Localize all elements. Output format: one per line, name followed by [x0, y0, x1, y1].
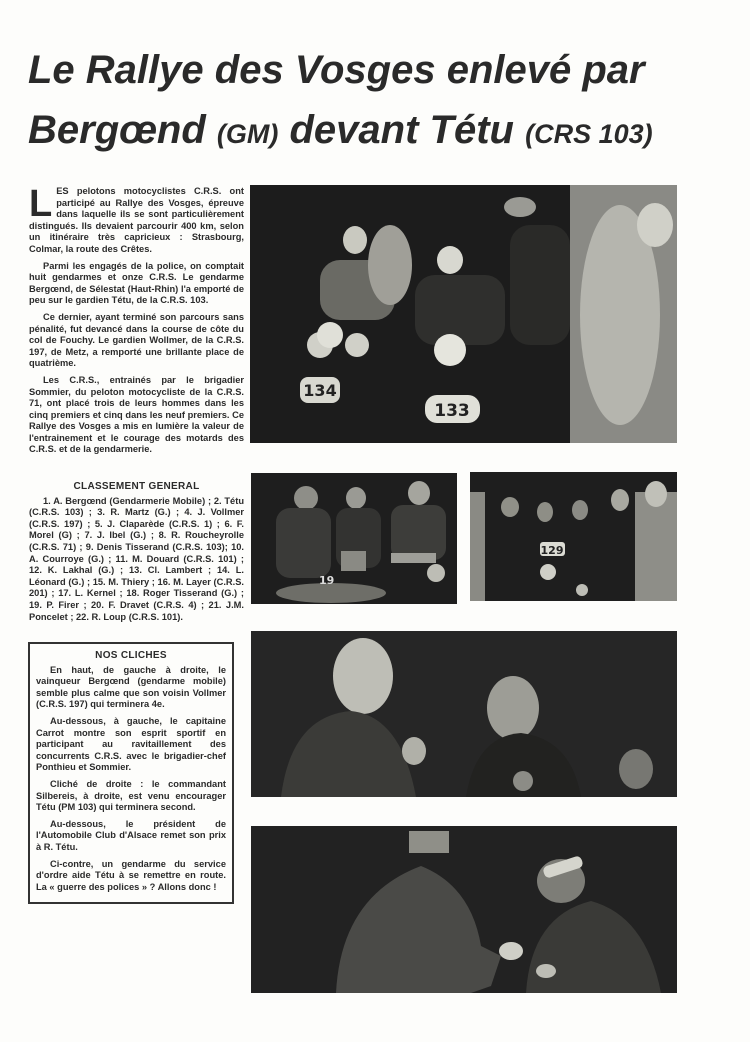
- classement-heading: CLASSEMENT GENERAL: [73, 481, 200, 492]
- headline-line-1: Le Rallye des Vosges enlevé par: [28, 48, 645, 92]
- headline-runner-up-tag: (CRS 103): [525, 119, 653, 149]
- photo-riders-start: [250, 185, 677, 443]
- article-paragraph: Ce dernier, ayant terminé son parcours sans pénalité, fut devancé dans la course de côte du col de Fouchy. Le gardien Wollmer, de la C.R.S. 197, de Metz, a remporté une brillante place de quatrième.: [29, 311, 244, 369]
- plate-number: 134: [303, 381, 337, 400]
- article-body: [29, 183, 244, 461]
- headline-winner: Bergœnd: [28, 108, 206, 152]
- plate-number: 133: [434, 401, 470, 421]
- photo-refuelling: [251, 473, 457, 604]
- drop-cap: L: [29, 183, 53, 225]
- caption-paragraph: Au-dessous, à gauche, le capitaine Carrot montre son esprit sportif en participant au ravitaillement des concurrents C.R.S. avec le brigadier-chef Ponthieu et Sommier.: [36, 715, 226, 773]
- article-paragraph-text: ES pelotons motocyclistes C.R.S. ont participé au Rallye des Vosges, épreuve dans laquelle ils se sont particulièrement distingués. Ils devaient parcourir 400 km, selon un itinéraire très capricieux : Strasbourg, Colmar, la route des Crêtes.: [29, 186, 244, 254]
- caption-paragraph: Cliché de droite : le commandant Silbereis, à droite, est venu encourager Tétu (PM 103) qui terminera second.: [36, 778, 226, 813]
- photo-gendarme-helping: [251, 826, 677, 993]
- captions-heading: NOS CLICHES: [95, 650, 167, 661]
- headline-line-2: [28, 106, 718, 158]
- plate-number: 19: [319, 574, 335, 587]
- headline-winner-tag: (GM): [216, 119, 279, 149]
- caption-paragraph: En haut, de gauche à droite, le vainqueur Bergœnd (gendarme mobile) semble plus calme que son voisin Vollmer (C.R.S. 197) qui terminera 4e.: [36, 664, 226, 710]
- photo-encouragement: [470, 472, 677, 601]
- captions-box: [28, 642, 234, 904]
- classement-section: [29, 481, 244, 628]
- article-paragraph: Les C.R.S., entrainés par le brigadier Sommier, du peloton motocycliste de la C.R.S. 71, ont placé trois de leurs hommes dans les cinq premiers et cinq dans les neuf premiers. Ce Rallye des Vosges a mis en lumière la valeur de l'entrainement et le courage des motards des C.R.S. et de la gendarmerie.: [29, 374, 244, 455]
- headline-runner-up: devant Tétu: [289, 108, 514, 152]
- photo-prize-giving: [251, 631, 677, 797]
- caption-paragraph: Ci-contre, un gendarme du service d'ordre aide Tétu à se remettre en route. La « guerre des polices » ? Allons donc !: [36, 858, 226, 892]
- caption-paragraph: Au-dessous, le président de l'Automobile Club d'Alsace remet son prix à R. Tétu.: [36, 818, 226, 852]
- article-paragraph: Parmi les engagés de la police, on comptait huit gendarmes et onze C.R.S. Le gendarme Bergœnd, de Sélestat (Haut-Rhin) l'a emporté de peu sur le gardien Tétu, de la C.R.S. 103.: [29, 260, 244, 306]
- article-paragraph: [29, 183, 244, 256]
- classement-list: 1. A. Bergœnd (Gendarmerie Mobile) ; 2. Tétu (C.R.S. 103) ; 3. R. Martz (G.) ; 4. J. Vollmer (C.R.S. 197) ; 5. J. Claparède (C.R.S. 1) ; 6. F. Morel (G) ; 7. J. Ibel (G.) ; 8. R. Roucheyrolle (C.R.S. 71) ; 9. Denis Tisserand (C.R.S. 103); 10. A. Courroye (G.) ; 11. M. Douard (C.R.S. 101) ; 12. K. Lakhal (G.) ; 13. Cl. Lambert ; 14. L. Léonard (G.) ; 15. M. Thiery ; 16. M. Layer (C.R.S. 201) ; 17. L. Kernel ; 18. Roger Tisserand (G.) ; 19. P. Firer ; 20. F. Dravet (C.R.S. 4) ; 21. J.M. Poncelet ; 22. R. Loup (C.R.S. 101).: [29, 495, 244, 622]
- plate-number: 129: [540, 544, 564, 557]
